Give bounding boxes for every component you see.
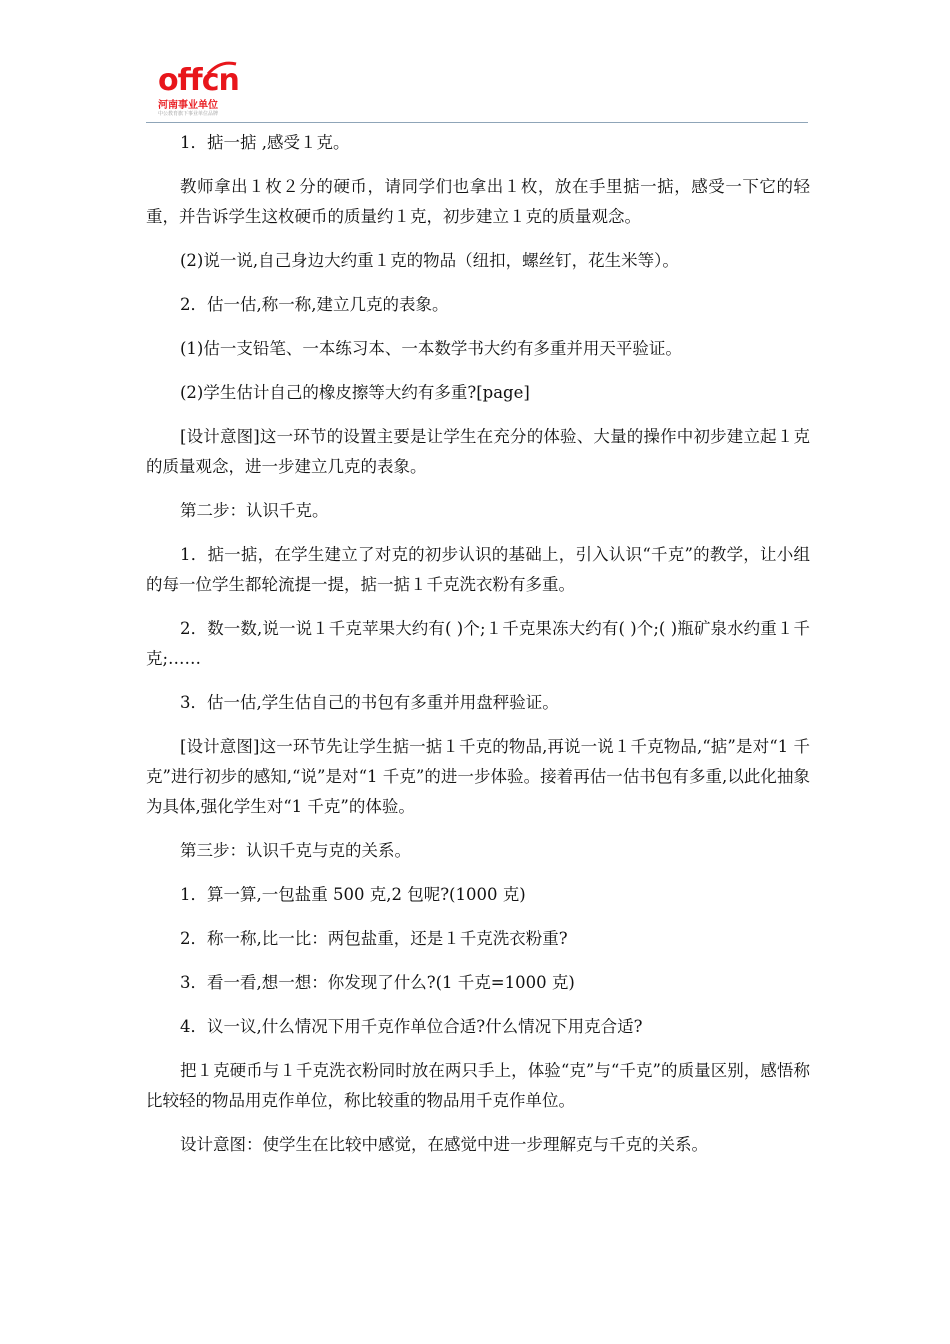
paragraph: (2)学生估计自己的橡皮擦等大约有多重?[page] [180,383,530,402]
logo-tagline: 中公教育旗下事业单位品牌 [158,111,219,117]
paragraph: 1．算一算,一包盐重 500 克,2 包呢?(1000 克) [180,885,526,904]
page-header [146,64,808,126]
paragraph: 把１克硬币与１千克洗衣粉同时放在两只手上，体验“克”与“千克”的质量区别，感悟称比较轻的物品用克作单位，称比较重的物品用千克作单位。 [146,1061,810,1110]
logo-subtitle: 河南事业单位 [158,100,218,111]
logo-wordmark: offcn [158,63,239,98]
paragraph: 3．估一估,学生估自己的书包有多重并用盘秤验证。 [180,693,559,712]
paragraph: 1．掂一掂，在学生建立了对克的初步认识的基础上，引入认识“千克”的教学，让小组的每一位学生都轮流提一提，掂一掂１千克洗衣粉有多重。 [146,545,810,594]
document-body [146,128,810,1160]
paragraph: 第三步：认识千克与克的关系。 [180,841,411,860]
logo-swoosh-icon [206,60,238,76]
paragraph: (1)估一支铅笔、一本练习本、一本数学书大约有多重并用天平验证。 [180,339,682,358]
paragraph: 2．称一称,比一比：两包盐重，还是１千克洗衣粉重? [180,929,568,948]
paragraph: [设计意图]这一环节的设置主要是让学生在充分的体验、大量的操作中初步建立起１克的质量观念，进一步建立几克的表象。 [146,427,810,476]
paragraph: 设计意图：使学生在比较中感觉，在感觉中进一步理解克与千克的关系。 [180,1135,708,1154]
paragraph: 教师拿出１枚２分的硬币，请同学们也拿出１枚，放在手里掂一掂，感受一下它的轻重，并告诉学生这枚硬币的质量约１克，初步建立１克的质量观念。 [146,177,810,226]
paragraph: 3．看一看,想一想：你发现了什么?(1 千克=1000 克) [180,973,575,992]
paragraph: (2)说一说,自己身边大约重１克的物品（纽扣，螺丝钉，花生米等）。 [180,251,679,270]
paragraph: [设计意图]这一环节先让学生掂一掂１千克的物品,再说一说１千克物品,“掂”是对“1 千克”进行初步的感知,“说”是对“1 千克”的进一步体验。接着再估一估书包有多重,以此化抽象为具体,强化学生对“1 千克”的体验。 [146,737,810,816]
paragraph: 第二步：认识千克。 [180,501,329,520]
paragraph: 4．议一议,什么情况下用千克作单位合适?什么情况下用克合适? [180,1017,643,1036]
paragraph: 2．数一数,说一说１千克苹果大约有( )个;１千克果冻大约有( )个;( )瓶矿泉水约重１千克;…… [146,619,810,668]
paragraph: 1．掂一掂 ,感受１克。 [180,133,350,152]
offcn-logo [158,64,242,118]
paragraph: 2．估一估,称一称,建立几克的表象。 [180,295,449,314]
header-divider [146,122,808,123]
